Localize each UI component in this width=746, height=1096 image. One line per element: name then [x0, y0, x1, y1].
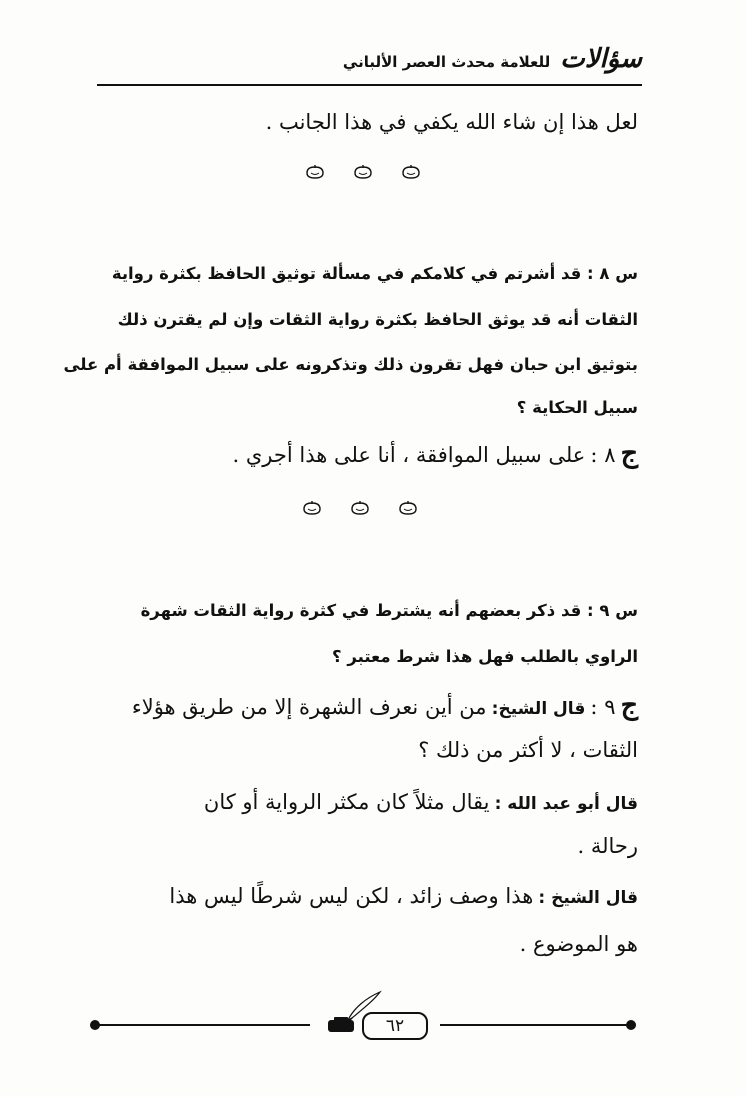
answer-9-text-1: من أين نعرف الشهرة إلا من طريق هؤلاء [131, 695, 487, 719]
page-footer [90, 1000, 640, 1050]
separator-ornaments [305, 164, 421, 180]
footer-dot-right [626, 1020, 636, 1030]
header-rule [97, 84, 642, 86]
followup-text-2: رحالة . [577, 834, 638, 858]
answer-8-text: على سبيل الموافقة ، أنا على هذا أجري . [232, 443, 586, 467]
footer-rule-right [440, 1024, 630, 1026]
question-8-line-2: الثقات أنه قد يوثق الحافظ بكثرة رواية الثقات وإن لم يقترن ذلك [117, 310, 638, 329]
answer-9-number: ٩ : [590, 695, 616, 719]
followup-speaker: قال أبو عبد الله : [494, 794, 638, 814]
separator-ornaments [302, 500, 418, 516]
intro-closing-line: لعل هذا إن شاء الله يكفي في هذا الجانب . [265, 110, 638, 134]
ornament-icon [350, 500, 370, 516]
answer-9-speaker: قال الشيخ: [491, 699, 586, 719]
book-subtitle: للعلامة محدث العصر الألباني [342, 53, 551, 71]
sheikh-speaker: قال الشيخ : [538, 888, 638, 908]
ornament-icon [401, 164, 421, 180]
page-number: ٦٢ [362, 1012, 428, 1040]
answer-8-number: ٨ : [590, 443, 616, 467]
ornament-icon [398, 500, 418, 516]
sheikh-text-1: هذا وصف زائد ، لكن ليس شرطًا ليس هذا [169, 884, 534, 908]
followup-text-1: يقال مثلاً كان مكثر الرواية أو كان [203, 790, 490, 814]
sheikh-text-2: هو الموضوع . [519, 932, 638, 956]
answer-9-label: ج [620, 690, 638, 721]
question-8-line-1: س ٨ : قد أشرتم في كلامكم في مسألة توثيق الحافظ بكثرة رواية [111, 264, 638, 283]
ornament-icon [305, 164, 325, 180]
question-8-line-3: بتوثيق ابن حبان فهل تقرون ذلك وتذكرونه على سبيل الموافقة أم على [63, 355, 638, 374]
question-9-line-2: الراوي بالطلب فهل هذا شرط معتبر ؟ [332, 647, 638, 666]
header-title-group [343, 44, 642, 74]
question-9-line-1: س ٩ : قد ذكر بعضهم أنه يشترط في كثرة رواية الثقات شهرة [140, 601, 638, 620]
answer-9-text-2: الثقات ، لا أكثر من ذلك ؟ [418, 738, 638, 762]
sheikh-line-1 [169, 884, 638, 908]
followup-line-1 [204, 790, 638, 814]
answer-8 [233, 438, 639, 469]
ornament-icon [302, 500, 322, 516]
answer-9-line-1 [132, 690, 638, 721]
answer-8-label: ج [620, 438, 638, 469]
footer-rule-left [96, 1024, 310, 1026]
page-header [97, 40, 642, 86]
question-8-line-4: سبيل الحكاية ؟ [516, 398, 638, 417]
ornament-icon [353, 164, 373, 180]
book-title: سؤالات [560, 44, 642, 74]
